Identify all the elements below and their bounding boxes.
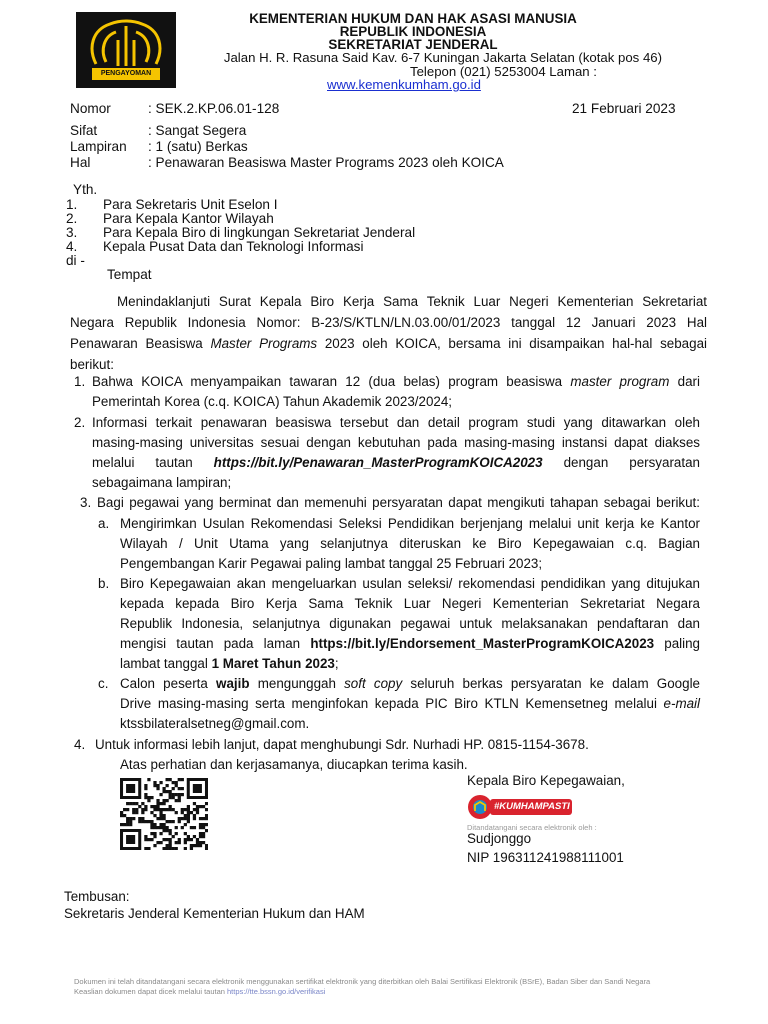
lampiran-label: Lampiran [70, 139, 127, 154]
subpoint-line: Wilayah / Unit Utama yang selanjutnya diteruskan ke Biro Kepegawaian c.q. Bagian [120, 536, 700, 551]
header-secretariat: SEKRETARIAT JENDERAL [328, 37, 498, 52]
letter-date: 21 Februari 2023 [572, 101, 676, 116]
recipient-item: Para Sekretaris Unit Eselon I [103, 197, 278, 212]
subpoint-line: lambat tanggal 1 Maret Tahun 2023; [120, 656, 339, 671]
stamp-text: #KUMHAMPASTI [494, 801, 570, 812]
signature-title: Kepala Biro Kepegawaian, [467, 773, 625, 788]
hal-value: : Penawaran Beasiswa Master Programs 2023 oleh KOICA [148, 155, 504, 170]
logo-caption: PENGAYOMAN [100, 70, 152, 77]
subpoint-line: Drive masing-masing serta menginfokan kepada PIC Biro KTLN Kemensetneg melalui e-mail [120, 696, 700, 711]
header-republic: REPUBLIK INDONESIA [339, 24, 487, 39]
point-line: masing-masing universitas sesuai dengan kebutuhan pada masing-masing instansi dapat diakses [92, 435, 700, 450]
point-number: 1. [74, 374, 86, 389]
sifat-value: : Sangat Segera [148, 123, 247, 138]
intro-line: Negara Republik Indonesia Nomor: B-23/S/KTLN/LN.03.00/01/2023 tanggal 12 Januari 2023 Hal [70, 315, 707, 330]
penawaran-link[interactable]: https://bit.ly/Penawaran_MasterProgramKOICA2023 [213, 455, 543, 470]
closing-line: Atas perhatian dan kerjasamanya, diucapkan terima kasih. [120, 757, 468, 772]
header-website-link[interactable]: www.kemenkumham.go.id [327, 77, 481, 92]
header-phone: Telepon (021) 5253004 Laman : [410, 64, 597, 79]
point-number: 2. [74, 415, 86, 430]
recipient-num: 1. [66, 197, 78, 212]
subpoint-letter: a. [98, 516, 110, 531]
point-line: melalui tautan https://bit.ly/Penawaran_MasterProgramKOICA2023 dengan persyaratan [92, 455, 700, 470]
point-line: Bagi pegawai yang berminat dan memenuhi persyaratan dapat mengikuti tahapan sebagai berikut: [97, 495, 700, 510]
di-label: di - [66, 253, 85, 268]
tembusan-item: Sekretaris Jenderal Kementerian Hukum dan HAM [64, 906, 365, 921]
point-number: 3. [80, 495, 92, 510]
subpoint-line: Biro Kepegawaian akan mengeluarkan usulan seleksi/ rekomendasi pendidikan yang ditujukan [120, 576, 700, 591]
nomor-value: : SEK.2.KP.06.01-128 [148, 101, 280, 116]
signer-nip: NIP 196311241988111001 [467, 850, 624, 865]
subpoint-line: Mengirimkan Usulan Rekomendasi Seleksi Pendidikan berjenjang melalui unit kerja ke Kantor [120, 516, 700, 531]
intro-line: Menindaklanjuti Surat Kepala Biro Kerja Sama Teknik Luar Negeri Kementerian Sekretariat [117, 294, 707, 309]
recipient-num: 2. [66, 211, 78, 226]
email-address: ktssbilateralsetneg@gmail.com. [120, 716, 310, 731]
footer-disclaimer: Dokumen ini telah ditandatangani secara elektronik menggunakan sertifikat elektronik yang diterbitkan oleh Balai Sertifikasi Elektronik (BSrE), Badan Siber dan Sandi Negara [74, 977, 651, 986]
subpoint-letter: c. [98, 676, 109, 691]
subpoint-line: kepada kepada Biro Kerja Sama Teknik Luar Negeri Kementerian Sekretariat Negara [120, 596, 700, 611]
tembusan-label: Tembusan: [64, 889, 130, 904]
subpoint-line: Calon peserta wajib mengunggah soft copy seluruh berkas persyaratan ke dalam Google [120, 676, 700, 691]
subpoint-line: Pengembangan Karir Pegawai paling lambat tanggal 25 Februari 2023; [120, 556, 543, 571]
recipient-item: Kepala Pusat Data dan Teknologi Informasi [103, 239, 364, 254]
point-line: Bahwa KOICA menyampaikan tawaran 12 (dua belas) program beasiswa master program dari [92, 374, 700, 389]
lampiran-value: : 1 (satu) Berkas [148, 139, 248, 154]
endorsement-link[interactable]: https://bit.ly/Endorsement_MasterProgramKOICA2023 [310, 636, 655, 651]
qr-code [120, 778, 208, 850]
ministry-logo [76, 12, 176, 88]
recipient-num: 3. [66, 225, 78, 240]
header-ministry: KEMENTERIAN HUKUM DAN HAK ASASI MANUSIA [249, 11, 577, 26]
subpoint-line: mengisi tautan pada laman https://bit.ly/Endorsement_MasterProgramKOICA2023 paling [120, 636, 700, 651]
point-line: sebagaimana lampiran; [92, 475, 232, 490]
signer-name: Sudjonggo [467, 831, 532, 846]
sifat-label: Sifat [70, 123, 98, 138]
verify-link[interactable]: https://tte.bssn.go.id/verifikasi [227, 987, 326, 996]
point-line: Untuk informasi lebih lanjut, dapat menghubungi Sdr. Nurhadi HP. 0815-1154-3678. [95, 737, 589, 752]
hal-label: Hal [70, 155, 91, 170]
recipient-num: 4. [66, 239, 78, 254]
nomor-label: Nomor [70, 101, 111, 116]
header-address: Jalan H. R. Rasuna Said Kav. 6-7 Kuningan Jakarta Selatan (kotak pos 46) [223, 50, 662, 65]
footer-verify: Keaslian dokumen dapat dicek melalui tautan https://tte.bssn.go.id/verifikasi [74, 987, 326, 996]
tempat-label: Tempat [107, 267, 152, 282]
point-line: Pemerintah Korea (c.q. KOICA) Tahun Akademik 2023/2024; [92, 394, 453, 409]
subpoint-letter: b. [98, 576, 110, 591]
signed-note: Ditandatangani secara elektronik oleh : [467, 823, 597, 832]
yth-label: Yth. [73, 182, 98, 197]
intro-line: Penawaran Beasiswa Master Programs 2023 oleh KOICA, bersama ini disampaikan hal-hal sebagai [70, 336, 707, 351]
recipient-item: Para Kepala Biro di lingkungan Sekretariat Jenderal [103, 225, 416, 240]
point-number: 4. [74, 737, 86, 752]
recipient-item: Para Kepala Kantor Wilayah [103, 211, 274, 226]
kumham-pasti-stamp [464, 793, 574, 821]
subpoint-line: Republik Indonesia, selanjutnya digunakan pegawai untuk melaksanakan pendaftaran dan [120, 616, 700, 631]
point-line: Informasi terkait penawaran beasiswa tersebut dan detail program studi yang ditawarkan oleh [92, 415, 700, 430]
intro-line: berikut: [70, 357, 114, 372]
